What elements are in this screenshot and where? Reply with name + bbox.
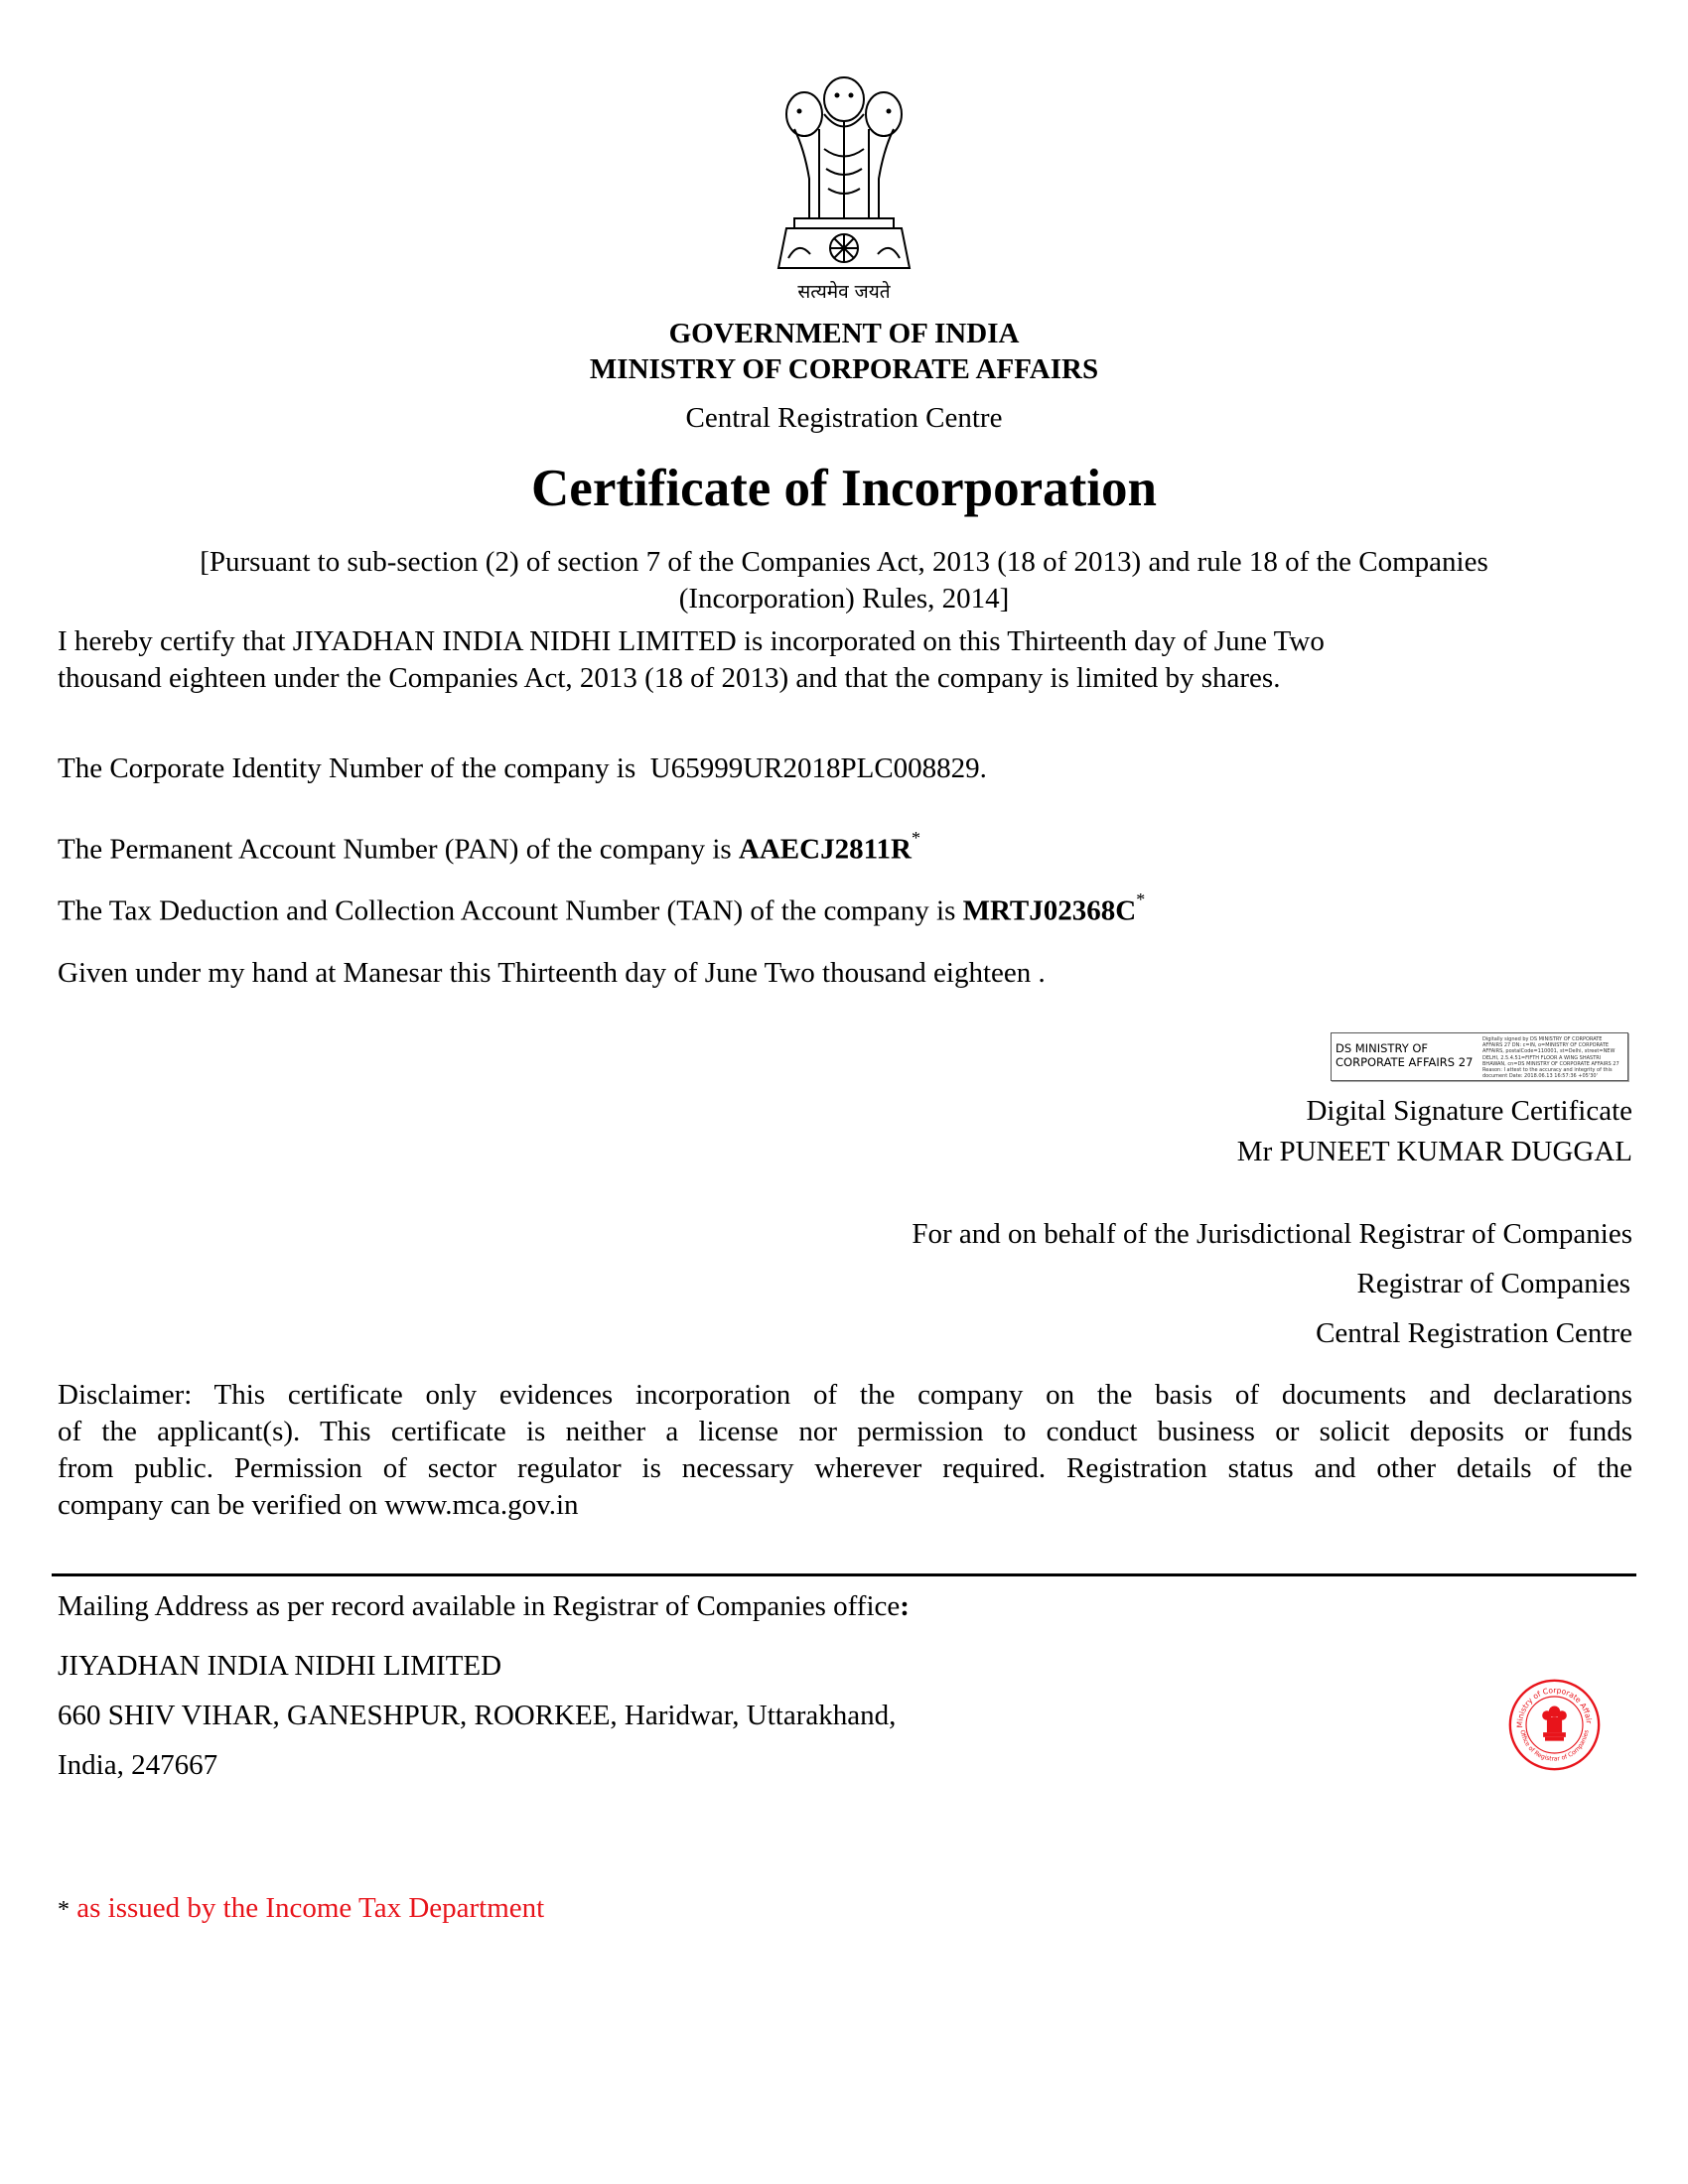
seal-ring-top: Ministry of Corporate Affairs xyxy=(1515,1686,1594,1728)
address-heading-colon: : xyxy=(900,1590,910,1622)
ministry-line: MINISTRY OF CORPORATE AFFAIRS xyxy=(589,353,1099,385)
roc-seal-icon xyxy=(1507,1678,1602,1772)
disclaimer-line-1: Disclaimer: This certificate only evidences incorporation of the company on the basis of documents and declarations xyxy=(58,1379,1632,1411)
national-emblem-icon xyxy=(765,69,923,308)
address-company-name: JIYADHAN INDIA NIDHI LIMITED xyxy=(58,1650,502,1682)
tan-asterisk: * xyxy=(1136,889,1146,909)
pan-asterisk: * xyxy=(911,828,920,848)
behalf-line: For and on behalf of the Jurisdictional Registrar of Companies xyxy=(912,1218,1632,1250)
certify-line-1: I hereby certify that JIYADHAN INDIA NIDHI LIMITED is incorporated on this Thirteenth day of June Two xyxy=(58,625,1325,657)
ds-name-line-1: DS MINISTRY OF xyxy=(1336,1041,1429,1055)
signer-name: Mr PUNEET KUMAR DUGGAL xyxy=(1236,1136,1632,1167)
pursuant-line-2: (Incorporation) Rules, 2014] xyxy=(678,583,1010,614)
disclaimer-line-3: from public. Permission of sector regulator is necessary wherever required. Registration status and other details of the xyxy=(58,1452,1632,1484)
divider xyxy=(52,1573,1636,1576)
seal-ring-bottom: Office of Registrar of Companies xyxy=(1518,1729,1591,1763)
disclaimer xyxy=(58,1377,1632,1524)
pan-value: AAECJ2811R xyxy=(738,833,912,866)
certify-paragraph xyxy=(58,623,1636,697)
ds-name-line-2: CORPORATE AFFAIRS 27 xyxy=(1336,1055,1474,1069)
footnote xyxy=(58,1890,1636,1929)
address-line-2: India, 247667 xyxy=(58,1749,218,1781)
tan-label: The Tax Deduction and Collection Account Number (TAN) of the company is xyxy=(58,894,956,927)
centre-line: Central Registration Centre xyxy=(1316,1317,1632,1349)
footnote-text: as issued by the Income Tax Department xyxy=(76,1892,545,1924)
government-heading xyxy=(0,316,1688,387)
ds-details: Digitally signed by DS MINISTRY OF CORPORATE AFFAIRS 27 DN: c=IN, o=MINISTRY OF CORPORATE AFFAIRS, postalCode=110001, st=Delhi, street=NEW DELHI, 2.5.4.51=FIFTH FLOOR A WING SHASTRI BHAWAN, cn=DS MINISTRY OF CORPORATE AFFAIRS 27 Reason: I attest to the accuracy and integrity of this document Date: 2018.06.13 16:57:36 +05'30' xyxy=(1482,1036,1619,1080)
pursuant-note xyxy=(95,544,1593,617)
centre-heading: Central Registration Centre xyxy=(685,402,1003,434)
dsc-label: Digital Signature Certificate xyxy=(1306,1095,1632,1127)
certify-line-2: thousand eighteen under the Companies Act, 2013 (18 of 2013) and that the company is limited by shares. xyxy=(58,662,1281,694)
address-heading xyxy=(58,1588,1636,1625)
tan-value: MRTJ02368C xyxy=(962,894,1137,927)
pan-label: The Permanent Account Number (PAN) of the company is xyxy=(58,833,732,866)
registrar-line: Registrar of Companies xyxy=(1356,1268,1630,1299)
tan-line xyxy=(58,886,1636,930)
emblem-motto: सत्यमेव जयते xyxy=(797,281,891,303)
page-title: Certificate of Incorporation xyxy=(531,460,1157,517)
cin-value: U65999UR2018PLC008829. xyxy=(649,752,987,784)
given-line: Given under my hand at Manesar this Thirteenth day of June Two thousand eighteen . xyxy=(58,957,1046,989)
disclaimer-line-4: company can be verified on www.mca.gov.in xyxy=(58,1489,579,1521)
address-heading-text: Mailing Address as per record available in Registrar of Companies office xyxy=(58,1590,901,1622)
digital-signature-stamp xyxy=(1331,1032,1628,1081)
cin-label: The Corporate Identity Number of the company is xyxy=(58,752,636,784)
address-line-1: 660 SHIV VIHAR, GANESHPUR, ROORKEE, Haridwar, Uttarakhand, xyxy=(58,1700,897,1731)
cin-line xyxy=(58,751,1636,787)
ds-name xyxy=(1336,1041,1484,1069)
gov-line: GOVERNMENT OF INDIA xyxy=(668,318,1020,349)
footnote-asterisk: * xyxy=(58,1897,70,1923)
pursuant-line-1: [Pursuant to sub-section (2) of section 7 of the Companies Act, 2013 (18 of 2013) and rule 18 of the Companies xyxy=(200,546,1488,578)
pan-line xyxy=(58,824,1636,869)
disclaimer-line-2: of the applicant(s). This certificate is neither a license nor permission to conduct business or solicit deposits or funds xyxy=(58,1416,1632,1447)
